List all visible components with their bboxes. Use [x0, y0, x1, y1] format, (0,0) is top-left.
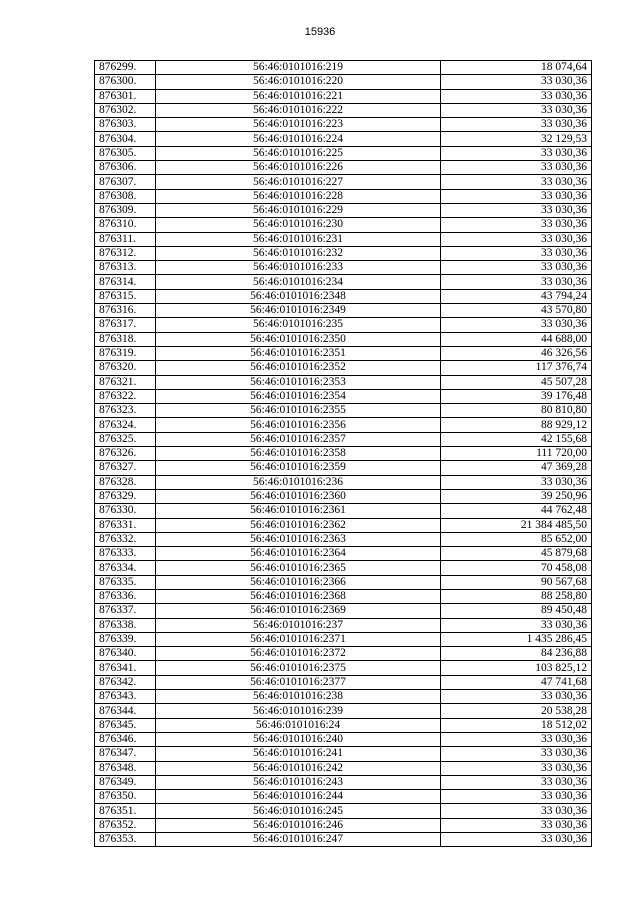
cadastral-number: 56:46:0101016:228: [156, 189, 441, 203]
cadastral-value: 84 236,88: [441, 647, 592, 661]
cadastral-number: 56:46:0101016:2369: [156, 604, 441, 618]
row-number: 876328.: [95, 475, 156, 489]
row-number: 876343.: [95, 690, 156, 704]
cadastral-value: 33 030,36: [441, 318, 592, 332]
cadastral-number: 56:46:0101016:233: [156, 261, 441, 275]
table-row: [95, 332, 592, 346]
table-row: [95, 489, 592, 503]
row-number: 876300.: [95, 75, 156, 89]
table-row: [95, 804, 592, 818]
row-number: 876326.: [95, 447, 156, 461]
row-number: 876353.: [95, 833, 156, 847]
cadastral-number: 56:46:0101016:2371: [156, 632, 441, 646]
table-row: [95, 203, 592, 217]
cadastral-value: 47 369,28: [441, 461, 592, 475]
table-row: [95, 418, 592, 432]
row-number: 876304.: [95, 132, 156, 146]
cadastral-number: 56:46:0101016:226: [156, 161, 441, 175]
cadastral-number: 56:46:0101016:224: [156, 132, 441, 146]
cadastral-number: 56:46:0101016:247: [156, 833, 441, 847]
row-number: 876332.: [95, 532, 156, 546]
cadastral-value: 39 250,96: [441, 489, 592, 503]
row-number: 876317.: [95, 318, 156, 332]
cadastral-value: 33 030,36: [441, 89, 592, 103]
page-number: 15936: [304, 26, 336, 38]
row-number: 876315.: [95, 289, 156, 303]
table-row: [95, 575, 592, 589]
table-row: [95, 518, 592, 532]
cadastral-number: 56:46:0101016:2348: [156, 289, 441, 303]
row-number: 876299.: [95, 61, 156, 75]
table-row: [95, 404, 592, 418]
table-row: [95, 447, 592, 461]
cadastral-value: 33 030,36: [441, 732, 592, 746]
row-number: 876341.: [95, 661, 156, 675]
table-row: [95, 175, 592, 189]
cadastral-number: 56:46:0101016:2365: [156, 561, 441, 575]
row-number: 876308.: [95, 189, 156, 203]
cadastral-value: 18 074,64: [441, 61, 592, 75]
cadastral-number: 56:46:0101016:241: [156, 747, 441, 761]
row-number: 876346.: [95, 732, 156, 746]
row-number: 876320.: [95, 361, 156, 375]
cadastral-number: 56:46:0101016:230: [156, 218, 441, 232]
cadastral-value: 70 458,08: [441, 561, 592, 575]
row-number: 876352.: [95, 818, 156, 832]
row-number: 876325.: [95, 432, 156, 446]
row-number: 876347.: [95, 747, 156, 761]
table-row: [95, 547, 592, 561]
cadastral-number: 56:46:0101016:2359: [156, 461, 441, 475]
table-row: [95, 75, 592, 89]
cadastral-number: 56:46:0101016:2352: [156, 361, 441, 375]
table-row: [95, 103, 592, 117]
table-row: [95, 475, 592, 489]
cadastral-number: 56:46:0101016:2357: [156, 432, 441, 446]
cadastral-value: 33 030,36: [441, 747, 592, 761]
row-number: 876340.: [95, 647, 156, 661]
cadastral-value: 39 176,48: [441, 389, 592, 403]
cadastral-value: 33 030,36: [441, 189, 592, 203]
cadastral-number: 56:46:0101016:2363: [156, 532, 441, 546]
row-number: 876316.: [95, 304, 156, 318]
cadastral-number: 56:46:0101016:239: [156, 704, 441, 718]
cadastral-value: 33 030,36: [441, 818, 592, 832]
cadastral-value: 33 030,36: [441, 75, 592, 89]
table-row: [95, 132, 592, 146]
cadastral-value: 33 030,36: [441, 690, 592, 704]
cadastral-value: 45 879,68: [441, 547, 592, 561]
row-number: 876339.: [95, 632, 156, 646]
cadastral-value: 33 030,36: [441, 833, 592, 847]
cadastral-number: 56:46:0101016:219: [156, 61, 441, 75]
cadastral-number: 56:46:0101016:234: [156, 275, 441, 289]
cadastral-number: 56:46:0101016:24: [156, 718, 441, 732]
table-row: [95, 346, 592, 360]
row-number: 876313.: [95, 261, 156, 275]
table-row: [95, 246, 592, 260]
cadastral-value: 33 030,36: [441, 775, 592, 789]
cadastral-value: 33 030,36: [441, 232, 592, 246]
row-number: 876323.: [95, 404, 156, 418]
row-number: 876334.: [95, 561, 156, 575]
cadastral-value: 32 129,53: [441, 132, 592, 146]
row-number: 876306.: [95, 161, 156, 175]
cadastral-number: 56:46:0101016:2355: [156, 404, 441, 418]
cadastral-value: 21 384 485,50: [441, 518, 592, 532]
table-row: [95, 632, 592, 646]
cadastral-number: 56:46:0101016:2362: [156, 518, 441, 532]
table-row: [95, 89, 592, 103]
row-number: 876314.: [95, 275, 156, 289]
cadastral-value: 85 652,00: [441, 532, 592, 546]
cadastral-number: 56:46:0101016:220: [156, 75, 441, 89]
cadastral-number: 56:46:0101016:244: [156, 790, 441, 804]
cadastral-number: 56:46:0101016:236: [156, 475, 441, 489]
table-row: [95, 304, 592, 318]
cadastral-number: 56:46:0101016:2358: [156, 447, 441, 461]
table-row: [95, 833, 592, 847]
row-number: 876338.: [95, 618, 156, 632]
cadastral-number: 56:46:0101016:245: [156, 804, 441, 818]
table-row: [95, 61, 592, 75]
table-row: [95, 375, 592, 389]
table-row: [95, 146, 592, 160]
cadastral-number: 56:46:0101016:223: [156, 118, 441, 132]
cadastral-value: 103 825,12: [441, 661, 592, 675]
cadastral-value: 43 570,80: [441, 304, 592, 318]
cadastral-number: 56:46:0101016:2368: [156, 589, 441, 603]
cadastral-value: 18 512,02: [441, 718, 592, 732]
table-row: [95, 532, 592, 546]
cadastral-value-table: [94, 60, 592, 847]
cadastral-number: 56:46:0101016:2364: [156, 547, 441, 561]
row-number: 876342.: [95, 675, 156, 689]
cadastral-value: 88 929,12: [441, 418, 592, 432]
table-row: [95, 718, 592, 732]
table-row: [95, 618, 592, 632]
cadastral-number: 56:46:0101016:2350: [156, 332, 441, 346]
row-number: 876324.: [95, 418, 156, 432]
cadastral-number: 56:46:0101016:2377: [156, 675, 441, 689]
cadastral-value: 44 762,48: [441, 504, 592, 518]
cadastral-number: 56:46:0101016:229: [156, 203, 441, 217]
cadastral-value: 1 435 286,45: [441, 632, 592, 646]
cadastral-number: 56:46:0101016:237: [156, 618, 441, 632]
cadastral-value: 33 030,36: [441, 146, 592, 160]
cadastral-number: 56:46:0101016:232: [156, 246, 441, 260]
row-number: 876329.: [95, 489, 156, 503]
cadastral-number: 56:46:0101016:2349: [156, 304, 441, 318]
cadastral-value: 33 030,36: [441, 475, 592, 489]
table-row: [95, 218, 592, 232]
cadastral-value: 33 030,36: [441, 175, 592, 189]
row-number: 876349.: [95, 775, 156, 789]
row-number: 876333.: [95, 547, 156, 561]
cadastral-value: 47 741,68: [441, 675, 592, 689]
row-number: 876350.: [95, 790, 156, 804]
table-row: [95, 318, 592, 332]
cadastral-number: 56:46:0101016:238: [156, 690, 441, 704]
table-row: [95, 761, 592, 775]
table-row: [95, 118, 592, 132]
cadastral-value: 33 030,36: [441, 261, 592, 275]
cadastral-number: 56:46:0101016:2354: [156, 389, 441, 403]
cadastral-number: 56:46:0101016:2361: [156, 504, 441, 518]
table-row: [95, 232, 592, 246]
row-number: 876331.: [95, 518, 156, 532]
table-row: [95, 561, 592, 575]
table-row: [95, 647, 592, 661]
row-number: 876307.: [95, 175, 156, 189]
row-number: 876319.: [95, 346, 156, 360]
table-row: [95, 432, 592, 446]
table-row: [95, 389, 592, 403]
row-number: 876335.: [95, 575, 156, 589]
table-row: [95, 604, 592, 618]
cadastral-value: 33 030,36: [441, 118, 592, 132]
cadastral-number: 56:46:0101016:222: [156, 103, 441, 117]
cadastral-value: 33 030,36: [441, 103, 592, 117]
row-number: 876327.: [95, 461, 156, 475]
table-row: [95, 261, 592, 275]
cadastral-number: 56:46:0101016:225: [156, 146, 441, 160]
cadastral-number: 56:46:0101016:240: [156, 732, 441, 746]
table-row: [95, 161, 592, 175]
cadastral-number: 56:46:0101016:235: [156, 318, 441, 332]
row-number: 876330.: [95, 504, 156, 518]
cadastral-number: 56:46:0101016:2375: [156, 661, 441, 675]
row-number: 876336.: [95, 589, 156, 603]
cadastral-value: 111 720,00: [441, 447, 592, 461]
table-row: [95, 775, 592, 789]
cadastral-value: 33 030,36: [441, 618, 592, 632]
row-number: 876312.: [95, 246, 156, 260]
table-row: [95, 732, 592, 746]
cadastral-value: 117 376,74: [441, 361, 592, 375]
row-number: 876309.: [95, 203, 156, 217]
table-row: [95, 704, 592, 718]
table-row: [95, 661, 592, 675]
cadastral-value: 33 030,36: [441, 275, 592, 289]
table-row: [95, 275, 592, 289]
table-row: [95, 504, 592, 518]
row-number: 876305.: [95, 146, 156, 160]
cadastral-value: 90 567,68: [441, 575, 592, 589]
cadastral-value: 46 326,56: [441, 346, 592, 360]
cadastral-value: 33 030,36: [441, 790, 592, 804]
cadastral-value: 88 258,80: [441, 589, 592, 603]
table-row: [95, 589, 592, 603]
cadastral-value: 33 030,36: [441, 203, 592, 217]
cadastral-value: 45 507,28: [441, 375, 592, 389]
cadastral-number: 56:46:0101016:2372: [156, 647, 441, 661]
cadastral-number: 56:46:0101016:221: [156, 89, 441, 103]
row-number: 876348.: [95, 761, 156, 775]
cadastral-value: 33 030,36: [441, 246, 592, 260]
cadastral-value: 43 794,24: [441, 289, 592, 303]
row-number: 876321.: [95, 375, 156, 389]
cadastral-value: 33 030,36: [441, 804, 592, 818]
cadastral-value: 33 030,36: [441, 761, 592, 775]
cadastral-number: 56:46:0101016:246: [156, 818, 441, 832]
table-row: [95, 289, 592, 303]
row-number: 876337.: [95, 604, 156, 618]
row-number: 876322.: [95, 389, 156, 403]
row-number: 876302.: [95, 103, 156, 117]
cadastral-value: 89 450,48: [441, 604, 592, 618]
cadastral-value: 33 030,36: [441, 218, 592, 232]
cadastral-number: 56:46:0101016:2366: [156, 575, 441, 589]
row-number: 876345.: [95, 718, 156, 732]
table-row: [95, 361, 592, 375]
table-row: [95, 461, 592, 475]
table-row: [95, 818, 592, 832]
cadastral-number: 56:46:0101016:243: [156, 775, 441, 789]
table-body: [95, 61, 592, 847]
cadastral-value: 20 538,28: [441, 704, 592, 718]
cadastral-number: 56:46:0101016:2360: [156, 489, 441, 503]
row-number: 876310.: [95, 218, 156, 232]
cadastral-number: 56:46:0101016:2356: [156, 418, 441, 432]
row-number: 876301.: [95, 89, 156, 103]
table-row: [95, 790, 592, 804]
cadastral-value: 80 810,80: [441, 404, 592, 418]
cadastral-value: 44 688,00: [441, 332, 592, 346]
row-number: 876318.: [95, 332, 156, 346]
row-number: 876351.: [95, 804, 156, 818]
row-number: 876311.: [95, 232, 156, 246]
table-row: [95, 675, 592, 689]
cadastral-number: 56:46:0101016:2353: [156, 375, 441, 389]
row-number: 876344.: [95, 704, 156, 718]
cadastral-value: 42 155,68: [441, 432, 592, 446]
table-row: [95, 189, 592, 203]
cadastral-number: 56:46:0101016:2351: [156, 346, 441, 360]
cadastral-number: 56:46:0101016:231: [156, 232, 441, 246]
cadastral-value: 33 030,36: [441, 161, 592, 175]
table-row: [95, 747, 592, 761]
row-number: 876303.: [95, 118, 156, 132]
cadastral-number: 56:46:0101016:242: [156, 761, 441, 775]
table-row: [95, 690, 592, 704]
cadastral-number: 56:46:0101016:227: [156, 175, 441, 189]
